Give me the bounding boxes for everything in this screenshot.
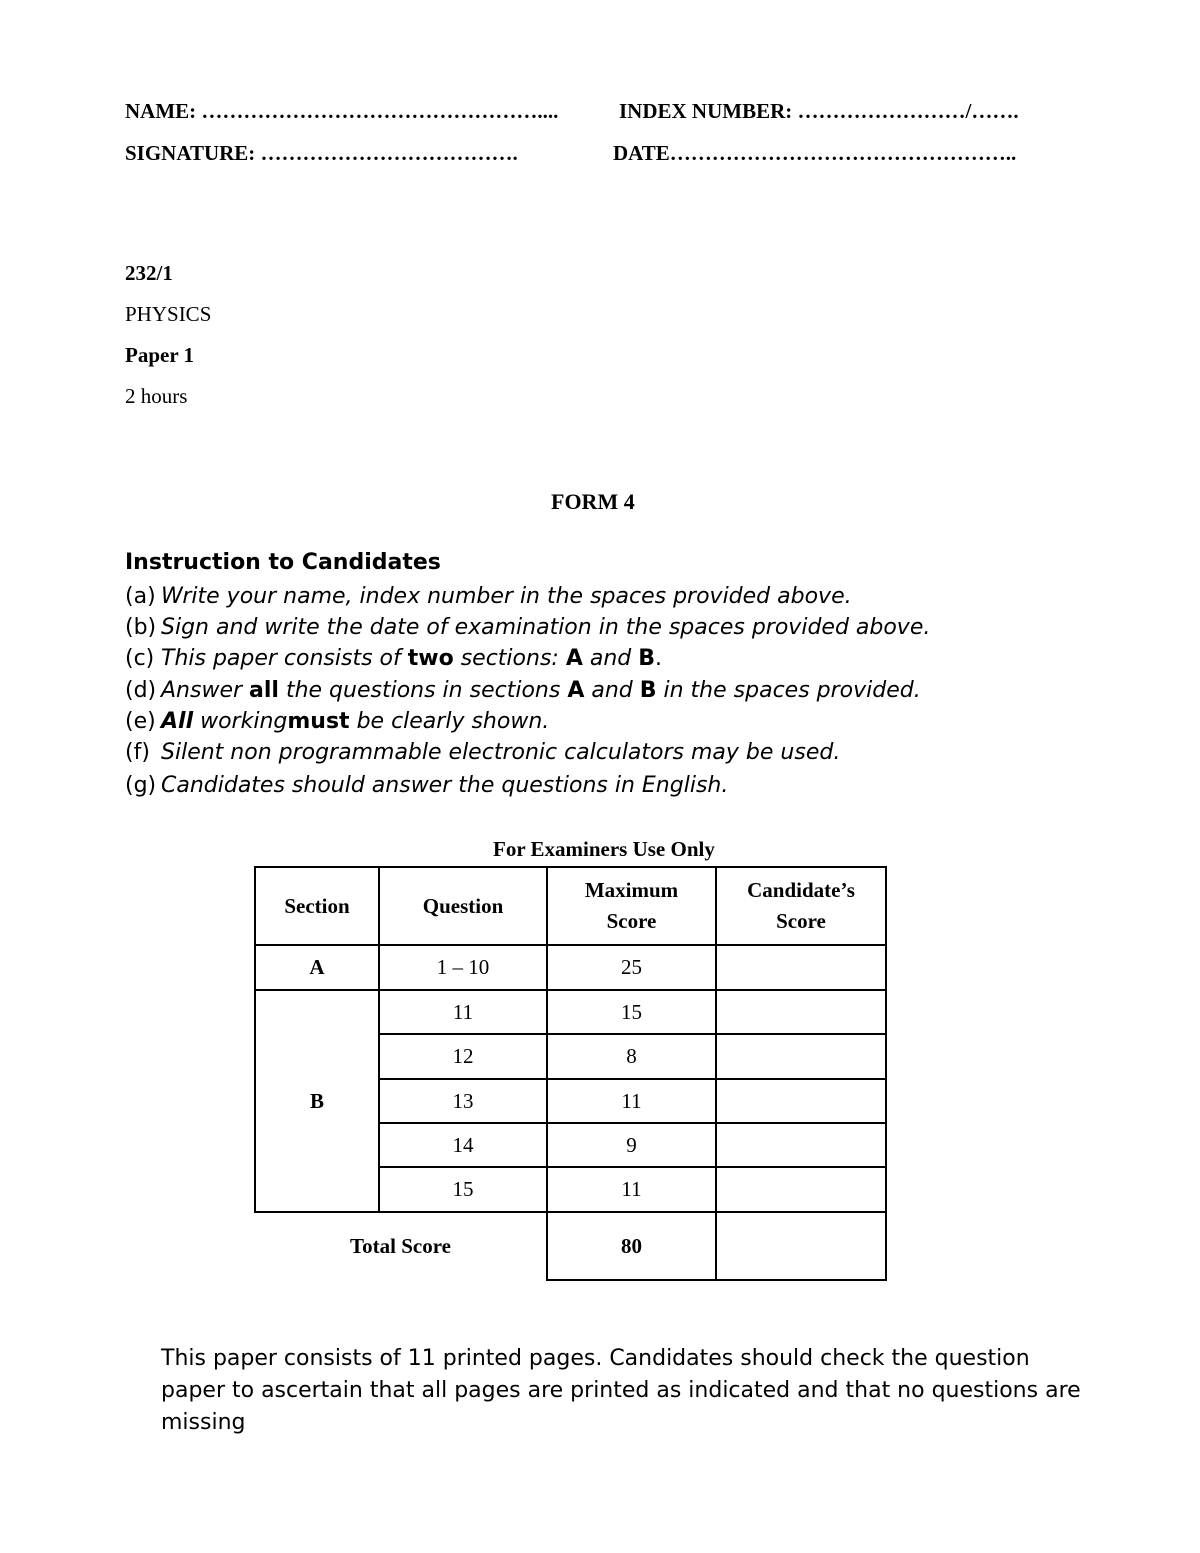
max-score-cell: 9 (547, 1123, 716, 1167)
instruction-label: (g) (125, 773, 157, 798)
max-score-cell: 11 (547, 1079, 716, 1123)
max-score-cell: 8 (547, 1034, 716, 1079)
section-b-cell: B (255, 990, 379, 1212)
instruction-g: (g) Candidates should answer the questions in English. (125, 773, 729, 798)
question-cell: 15 (379, 1167, 547, 1212)
candidate-score-cell[interactable] (716, 990, 886, 1034)
candidate-score-cell[interactable] (716, 1079, 886, 1123)
header-candidate-score: Candidate’s Score (716, 867, 886, 945)
form-title: FORM 4 (551, 489, 635, 514)
max-score-cell: 11 (547, 1167, 716, 1212)
section-a-cell: A (255, 945, 379, 990)
candidate-score-cell[interactable] (716, 945, 886, 990)
table-row (255, 945, 886, 990)
instruction-label: (c) (125, 646, 155, 671)
max-score-cell: 25 (547, 945, 716, 990)
table-header-row (255, 867, 886, 945)
instruction-label: (b) (125, 615, 157, 640)
table-row (255, 990, 886, 1034)
question-cell: 13 (379, 1079, 547, 1123)
total-max-score: 80 (547, 1212, 716, 1280)
header-question: Question (379, 867, 547, 945)
instruction-f: (f) Silent non programmable electronic calculators may be used. (125, 740, 841, 765)
question-cell: 14 (379, 1123, 547, 1167)
question-cell: 11 (379, 990, 547, 1034)
instruction-b: (b) Sign and write the date of examination in the spaces provided above. (125, 615, 931, 640)
header-section: Section (255, 867, 379, 945)
name-field[interactable]: NAME: ………………………………………….... (125, 99, 559, 123)
instruction-label: (f) (125, 740, 150, 765)
examiners-score-table (254, 866, 887, 1281)
question-cell: 12 (379, 1034, 547, 1079)
instruction-d: (d) Answer all the questions in sections A and B in the spaces provided. (125, 678, 921, 703)
question-cell: 1 – 10 (379, 945, 547, 990)
instruction-label: (d) (125, 678, 157, 703)
instruction-a: (a) Write your name, index number in the spaces provided above. (125, 584, 852, 609)
max-score-cell: 15 (547, 990, 716, 1034)
header-maximum-score: Maximum Score (547, 867, 716, 945)
date-field[interactable]: DATE………………………………………….. (613, 141, 1017, 165)
instruction-c: (c) This paper consists of two sections: A and B. (125, 646, 663, 671)
candidate-score-cell[interactable] (716, 1167, 886, 1212)
total-candidate-score-cell[interactable] (716, 1212, 886, 1280)
signature-field[interactable]: SIGNATURE: ………………………………. (125, 141, 518, 165)
candidate-score-cell[interactable] (716, 1123, 886, 1167)
instruction-label: (e) (125, 709, 156, 734)
paper-code: 232/1 (125, 261, 173, 285)
paper-number: Paper 1 (125, 343, 195, 367)
index-number-field[interactable]: INDEX NUMBER: ……………………/……. (619, 99, 1019, 123)
total-score-label: Total Score (350, 1234, 451, 1258)
footer-note: This paper consists of 11 printed pages. Candidates should check the question paper to ascertain that all pages are printed as indicated and that no questions are missing (161, 1346, 1081, 1435)
paper-duration: 2 hours (125, 384, 188, 408)
total-row (255, 1212, 886, 1280)
candidate-score-cell[interactable] (716, 1034, 886, 1079)
examiners-table-caption: For Examiners Use Only (493, 837, 715, 861)
instructions-title: Instruction to Candidates (125, 550, 441, 575)
paper-subject: PHYSICS (125, 302, 212, 326)
instruction-label: (a) (125, 584, 156, 609)
instruction-e: (e) All workingmust be clearly shown. (125, 709, 550, 734)
